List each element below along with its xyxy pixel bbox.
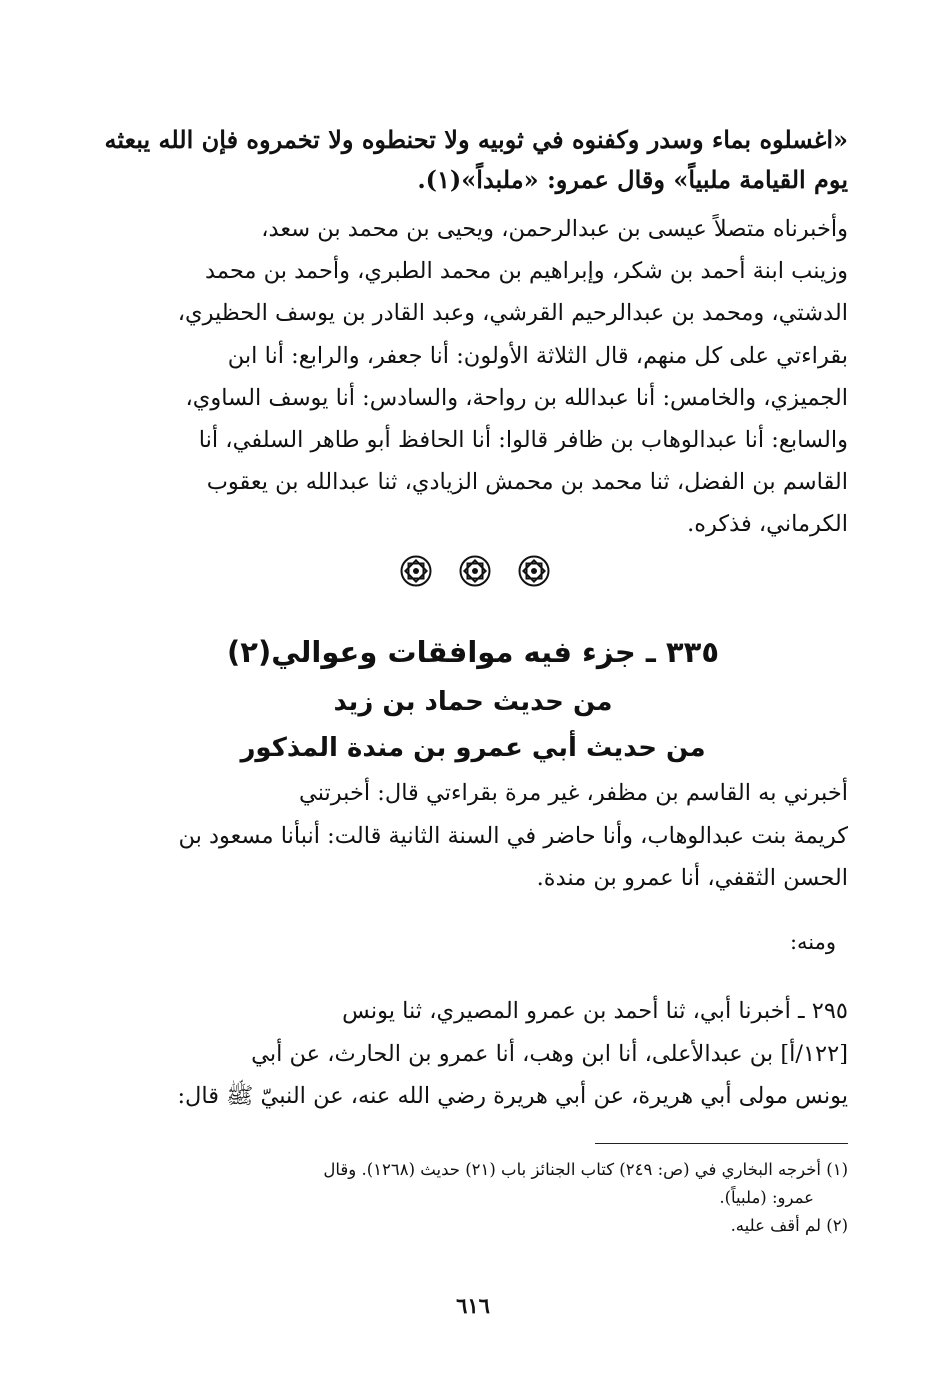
paragraph-line: الحسن الثقفي، أنا عمرو بن مندة. bbox=[536, 865, 848, 891]
footnotes bbox=[98, 1156, 848, 1240]
paragraph-line: [١٢٢/أ] بن عبدالأعلى، أنا ابن وهب، أنا عمرو بن الحارث، عن أبي bbox=[251, 1040, 848, 1067]
paragraph-line: كريمة بنت عبدالوهاب، وأنا حاضر في السنة الثانية قالت: أنبأنا مسعود بن bbox=[178, 822, 848, 849]
paragraph-line: الجميزي، والخامس: أنا عبدالله بن رواحة، والسادس: أنا يوسف الساوي، bbox=[185, 384, 848, 411]
hadith-quote bbox=[98, 120, 848, 200]
paragraph-line: ٢٩٥ ـ أخبرنا أبي، ثنا أحمد بن عمرو المصيري، ثنا يونس bbox=[342, 998, 848, 1024]
paragraph-line: الكرماني، فذكره. bbox=[687, 511, 848, 538]
paragraph-line: الدشتي، ومحمد بن عبدالرحيم القرشي، وعبد القادر بن يوسف الحظيري، bbox=[177, 300, 848, 327]
footnote-divider bbox=[595, 1143, 848, 1144]
paragraph-line: يونس مولى أبي هريرة، عن أبي هريرة رضي الله عنه، عن النبيّ ﷺ قال: bbox=[177, 1083, 848, 1109]
chain-paragraph bbox=[98, 208, 848, 546]
section-heading: ٣٣٥ ـ جزء فيه موافقات وعوالي(٢) bbox=[226, 635, 720, 669]
page-number: ٦١٦ bbox=[456, 1293, 490, 1318]
section-subheading: من حديث حماد بن زيد bbox=[333, 687, 613, 717]
footnote-2: (٢) لم أقف عليه. bbox=[730, 1216, 848, 1235]
footnote-1: (١) أخرجه البخاري في (ص: ٢٤٩) كتاب الجنائز باب (٢١) حديث (١٢٦٨). وقال bbox=[323, 1160, 848, 1179]
section-subheading: من حديث أبي عمرو بن مندة المذكور bbox=[240, 733, 706, 763]
minhu-label: ومنه: bbox=[789, 930, 836, 954]
section-divider bbox=[400, 555, 550, 589]
paragraph-line: القاسم بن الفضل، ثنا محمد بن محمش الزيادي، ثنا عبدالله بن يعقوب bbox=[206, 469, 848, 496]
octagram-ornament-icon bbox=[459, 555, 491, 587]
paragraph-line: وأخبرناه متصلاً عيسى بن عبدالرحمن، ويحيى بن محمد بن سعد، bbox=[261, 216, 848, 242]
octagram-ornament-icon bbox=[400, 555, 432, 587]
quote-line: «اغسلوه بماء وسدر وكفنوه في ثوبيه ولا تحنطوه ولا تخمروه فإن الله يبعثه bbox=[104, 125, 848, 154]
isnad-paragraph bbox=[98, 772, 848, 900]
paragraph-line: بقراءتي على كل منهم، قال الثلاثة الأولون: أنا جعفر، والرابع: أنا ابن bbox=[227, 342, 848, 369]
hadith-paragraph bbox=[98, 990, 848, 1118]
paragraph-line: أخبرني به القاسم بن مظفر، غير مرة بقراءتي قال: أخبرتني bbox=[298, 780, 848, 806]
footnote-1-continuation: عمرو: (ملبياً). bbox=[719, 1188, 814, 1207]
paragraph-line: والسابع: أنا عبدالوهاب بن ظافر قالوا: أنا الحافظ أبو طاهر السلفي، أنا bbox=[198, 427, 848, 454]
octagram-ornament-icon bbox=[518, 555, 550, 587]
paragraph-line: وزينب ابنة أحمد بن شكر، وإبراهيم بن محمد الطبري، وأحمد بن محمد bbox=[205, 258, 848, 285]
quote-line: يوم القيامة ملبياً» وقال عمرو: «ملبداً»(١). bbox=[417, 165, 848, 194]
